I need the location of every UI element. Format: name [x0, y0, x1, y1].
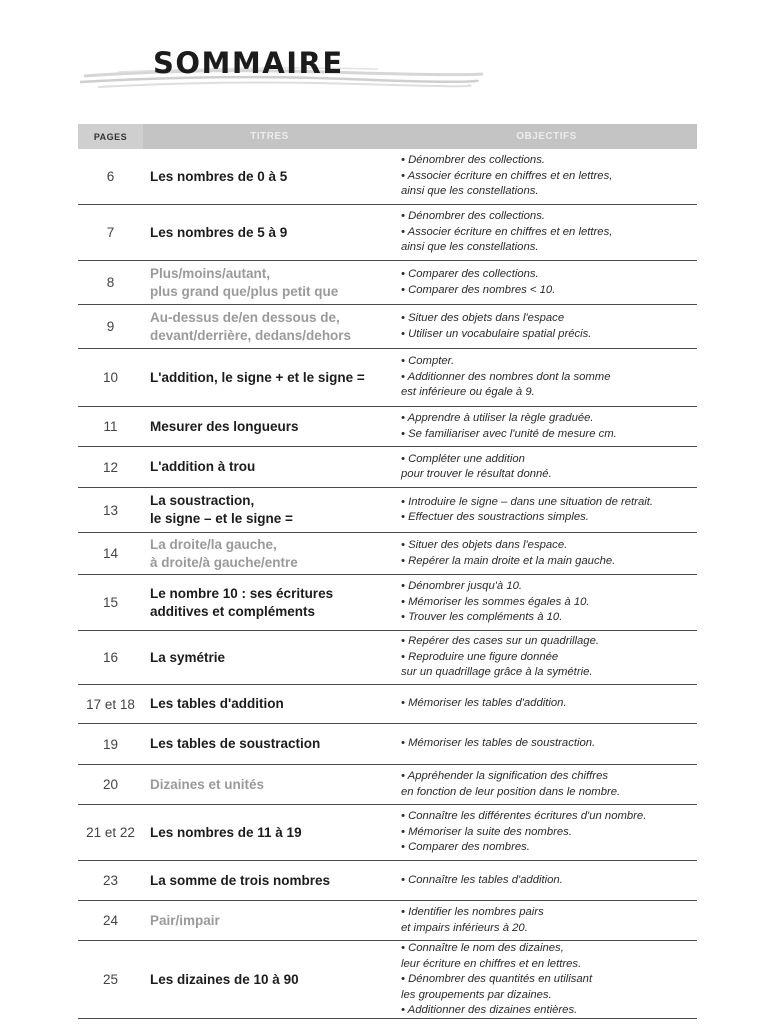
page-number: 17 et 18 — [86, 696, 135, 712]
table-row — [78, 941, 697, 1019]
header-titres: TITRES — [143, 124, 396, 149]
chapter-title: Les tables de soustraction — [150, 736, 321, 751]
chapter-title: Pair/impair — [150, 912, 220, 928]
page-number: 24 — [102, 913, 119, 928]
header-objectifs: OBJECTIFS — [396, 124, 697, 149]
chapter-title: Les nombres de 0 à 5 — [150, 168, 288, 184]
contents-table — [78, 124, 697, 1019]
chapter-objectives: • Mémoriser les tables d'addition. — [401, 697, 567, 710]
table-row — [78, 533, 697, 575]
page-number: 15 — [102, 595, 119, 610]
chapter-title: Les nombres de 5 à 9 — [150, 224, 288, 240]
chapter-objectives: • Connaître le nom des dizaines, leur écriture en chiffres et en lettres. • Dénombrer des quantités en utilisant les groupements par dizaines. • Additionner des dizaines entières. — [401, 942, 593, 1016]
chapter-objectives: • Repérer des cases sur un quadrillage. • Reproduire une figure donnée sur un quadrillage grâce à la symétrie. — [401, 635, 599, 679]
page-number: 7 — [106, 225, 115, 240]
header-pages: PAGES — [78, 124, 143, 149]
chapter-objectives: • Dénombrer des collections. • Associer écriture en chiffres et en lettres, ainsi que les constellations. — [401, 210, 613, 254]
chapter-objectives: • Comparer des collections. • Comparer des nombres < 10. — [401, 268, 556, 296]
chapter-objectives: • Apprendre à utiliser la règle graduée. • Se familiariser avec l'unité de mesure cm. — [401, 412, 617, 440]
chapter-title: Les nombres de 11 à 19 — [150, 824, 302, 840]
table-row — [78, 407, 697, 447]
chapter-objectives: • Identifier les nombres pairs et impairs inférieurs à 20. — [401, 906, 544, 934]
page-number: 13 — [102, 502, 119, 518]
chapter-objectives: • Connaître les différentes écritures d'un nombre. • Mémoriser la suite des nombres. • Comparer des nombres. — [401, 810, 647, 854]
chapter-title: Mesurer des longueurs — [150, 418, 299, 434]
chapter-objectives: • Situer des objets dans l'espace. • Repérer la main droite et la main gauche. — [401, 539, 616, 567]
chapter-objectives: • Dénombrer jusqu'à 10. • Mémoriser les sommes égales à 10. • Trouver les compléments à 10. — [401, 580, 590, 624]
table-row — [78, 447, 697, 488]
table-header — [78, 124, 697, 149]
table-body — [78, 149, 697, 1019]
table-row — [78, 349, 697, 407]
chapter-title: La droite/la gauche, à droite/à gauche/entre — [150, 536, 298, 570]
chapter-objectives: • Introduire le signe – dans une situation de retrait. • Effectuer des soustractions simples. — [401, 495, 654, 523]
chapter-title: Plus/moins/autant, plus grand que/plus petit que — [150, 265, 339, 299]
page-number: 10 — [102, 370, 119, 385]
chapter-title: L'addition à trou — [150, 459, 256, 474]
page-number: 12 — [102, 459, 119, 475]
table-row — [78, 149, 697, 205]
chapter-objectives: • Appréhender la signification des chiffres en fonction de leur position dans le nombre. — [401, 770, 621, 798]
chapter-title: Dizaines et unités — [150, 776, 265, 792]
chapter-title: La symétrie — [150, 649, 226, 665]
chapter-objectives: • Situer des objets dans l'espace • Utiliser un vocabulaire spatial précis. — [401, 312, 592, 340]
chapter-title: Les dizaines de 10 à 90 — [150, 971, 299, 987]
chapter-title: Les tables d'addition — [150, 696, 284, 711]
table-row — [78, 488, 697, 533]
table-row — [78, 685, 697, 724]
page-number: 6 — [106, 169, 115, 184]
chapter-objectives: • Compléter une addition pour trouver le résultat donné. — [401, 452, 552, 480]
page-number: 20 — [102, 777, 119, 792]
chapter-objectives: • Connaître les tables d'addition. — [401, 873, 563, 886]
chapter-objectives: • Mémoriser les tables de soustraction. — [401, 737, 596, 750]
table-row — [78, 901, 697, 941]
page-number: 11 — [103, 419, 118, 434]
chapter-title: La soustraction, le signe – et le signe = — [150, 493, 293, 526]
page-number: 23 — [102, 873, 119, 888]
table-row — [78, 765, 697, 805]
page-number: 9 — [106, 319, 115, 334]
chapter-objectives: • Dénombrer des collections. • Associer écriture en chiffres et en lettres, ainsi que les constellations. — [401, 154, 613, 198]
page-number: 21 et 22 — [86, 825, 135, 840]
table-row — [78, 805, 697, 861]
table-row — [78, 631, 697, 685]
page-title: SOMMAIRE — [153, 46, 344, 80]
table-row — [78, 724, 697, 765]
chapter-title: Le nombre 10 : ses écritures additives et compléments — [150, 585, 334, 619]
chapter-title: La somme de trois nombres — [150, 872, 331, 888]
chapter-title: Au-dessus de/en dessous de, devant/derrière, dedans/dehors — [150, 309, 352, 343]
page-number: 19 — [102, 736, 119, 752]
table-row — [78, 575, 697, 631]
page-number: 8 — [106, 275, 115, 290]
page-number: 16 — [102, 650, 119, 665]
page-number: 25 — [102, 972, 119, 988]
chapter-objectives: • Compter. • Additionner des nombres dont la somme est inférieure ou égale à 9. — [401, 355, 611, 399]
table-row — [78, 861, 697, 901]
page-number: 14 — [102, 546, 119, 561]
chapter-title: L'addition, le signe + et le signe = — [150, 369, 365, 385]
table-row — [78, 305, 697, 349]
table-row — [78, 261, 697, 305]
table-row — [78, 205, 697, 261]
